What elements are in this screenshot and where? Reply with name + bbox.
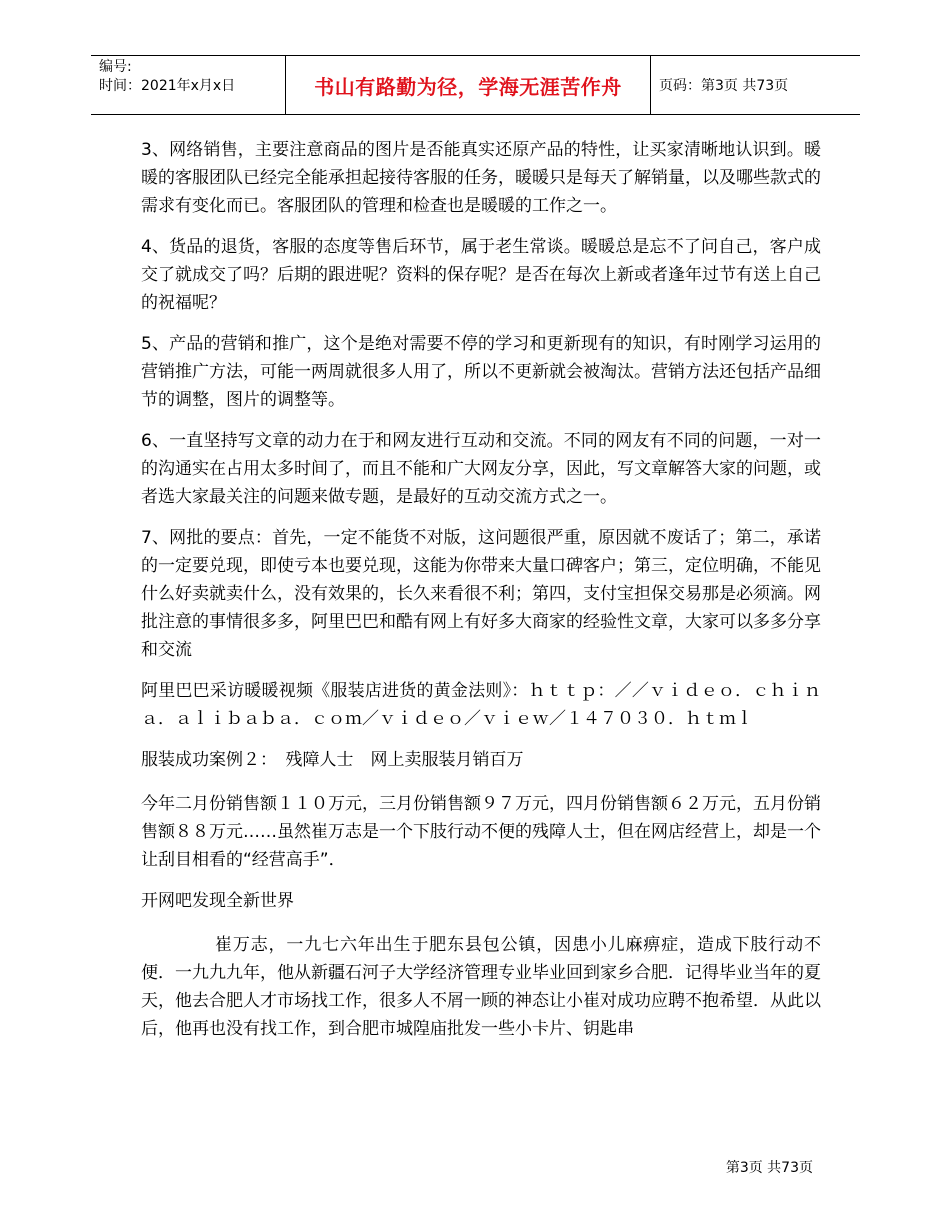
section-heading: 开网吧发现全新世界 [141,891,294,911]
sales-paragraph: 今年二月份销售额１１０万元，三月份销售额９７万元，四月份销售额６２万元，五月份销售额８８万元……虽然崔万志是一个下肢行动不便的残障人士，但在网店经营上，却是一个让刮目相看的“经营高手”． [141,794,821,870]
number-label: 编号: [99,59,132,75]
paragraph-6: 6、一直坚持写文章的动力在于和网友进行互动和交流。不同的网友有不同的问题，一对一的沟通实在占用太多时间了，而且不能和广大网友分享，因此，写文章解答大家的问题，或者选大家最关注的问题来做专题，是最好的互动交流方式之一。 [141,431,821,507]
page-footer: 第3页 共73页 [725,1160,813,1176]
paragraph-4: 4、货品的退货，客服的态度等售后环节，属于老生常谈。暖暖总是忘不了问自己，客户成交了就成交了吗？后期的跟进呢？资料的保存呢？是否在每次上新或者逢年过节有送上自己的祝福呢？ [141,237,821,313]
paragraph-5: 5、产品的营销和推广，这个是绝对需要不停的学习和更新现有的知识，有时刚学习运用的营销推广方法，可能一两周就很多人用了，所以不更新就会被淘汰。营销方法还包括产品细节的调整，图片的调整等。 [141,334,821,410]
page-header [91,55,860,115]
header-motto: 书山有路勤为径，学海无涯苦作舟 [286,56,651,114]
paragraph-3: 3、网络销售，主要注意商品的图片是否能真实还原产品的特性，让买家清晰地认识到。暖暖的客服团队已经完全能承担起接待客服的任务，暖暖只是每天了解销量，以及哪些款式的需求有变化而已。客服团队的管理和检查也是暖暖的工作之一。 [141,140,821,216]
paragraph-7: 7、网批的要点：首先，一定不能货不对版，这问题很严重，原因就不废话了；第二，承诺的一定要兑现，即使亏本也要兑现，这能为你带来大量口碑客户；第三，定位明确，不能见什么好卖就卖什么，没有效果的，长久来看很不利；第四，支付宝担保交易那是必须滴。网批注意的事情很多多，阿里巴巴和酷有网上有好多大商家的经验性文章，大家可以多多分享和交流 [141,528,821,660]
video-link-paragraph: 阿里巴巴采访暖暖视频《服装店进货的黄金法则》：ｈｔｔｐ：／／ｖｉｄｅｏ．ｃｈｉｎａ．ａｌｉｂａｂａ．ｃｏｍ／ｖｉｄｅｏ／ｖｉｅｗ／１４７０３０．ｈｔｍｌ [141,681,821,729]
time-label: 时间：2021年x月x日 [99,78,236,94]
document-body [141,136,821,1056]
header-page-number: 页码：第3页 共73页 [659,78,789,94]
biography-paragraph: 崔万志，一九七六年出生于肥东县包公镇，因患小儿麻痹症，造成下肢行动不便．一九九九年，他从新疆石河子大学经济管理专业毕业回到家乡合肥．记得毕业当年的夏天，他去合肥人才市场找工作，很多人不屑一顾的神态让小崔对成功应聘不抱希望．从此以后，他再也没有找工作，到合肥市城隍庙批发一些小卡片、钥匙串 [141,935,821,1039]
case-heading: 服装成功案例２： 残障人士 网上卖服装月销百万 [141,750,524,770]
header-meta [91,56,286,114]
